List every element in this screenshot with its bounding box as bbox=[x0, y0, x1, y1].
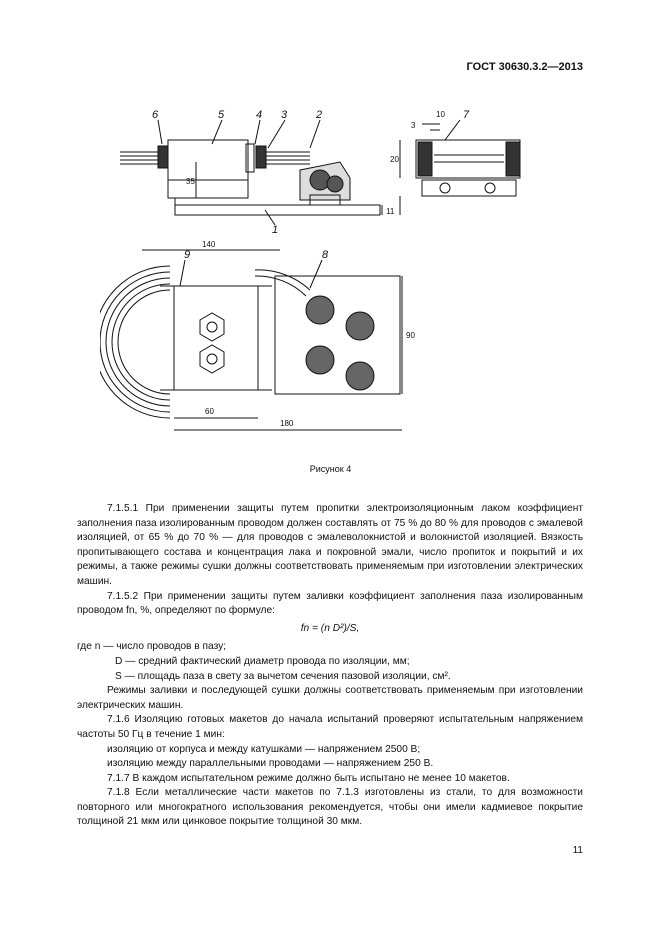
definition-s: S — площадь паза в свету за вычетом сечения пазовой изоляции, см². bbox=[115, 670, 451, 682]
page-number: 11 bbox=[572, 845, 583, 856]
paragraph-7-1-6-a: изоляцию от корпуса и между катушками — напряжением 2500 В; bbox=[107, 743, 421, 755]
dim-140: 140 bbox=[202, 240, 216, 249]
body-text bbox=[77, 502, 583, 830]
callout-6: 6 bbox=[152, 109, 159, 121]
standard-header: ГОСТ 30630.3.2—2013 bbox=[466, 61, 583, 73]
side-view bbox=[400, 120, 520, 215]
plan-view bbox=[100, 250, 402, 430]
callout-8: 8 bbox=[322, 249, 329, 261]
callout-4: 4 bbox=[256, 109, 263, 121]
dim-20: 20 bbox=[390, 155, 399, 164]
definition-n: где n — число проводов в пазу; bbox=[77, 641, 227, 653]
dim-10: 10 bbox=[436, 110, 445, 119]
paragraph-7-1-6-b: изоляцию между параллельными проводами — напряжением 250 В. bbox=[107, 758, 434, 770]
callout-2: 2 bbox=[316, 109, 323, 121]
paragraph-7-1-6: 7.1.6 Изоляцию готовых макетов до начала испытаний проверяют испытательным напряжением частоты 50 Гц в течение 1 мин: bbox=[77, 714, 583, 740]
paragraph-7-1-5-2: 7.1.5.2 При применении защиты путем заливки коэффициент заполнения паза изолированным проводом fn, %, определяют по формуле: bbox=[77, 590, 583, 617]
dim-180: 180 bbox=[280, 419, 294, 428]
front-view bbox=[120, 120, 382, 225]
dim-3: 3 bbox=[411, 121, 416, 130]
technical-drawing bbox=[100, 100, 570, 445]
callout-7: 7 bbox=[463, 109, 470, 121]
dim-11: 11 bbox=[386, 207, 395, 216]
dim-35: 35 bbox=[186, 177, 195, 186]
figure-caption: Рисунок 4 bbox=[309, 464, 352, 474]
dim-90: 90 bbox=[406, 331, 415, 340]
callout-5: 5 bbox=[218, 109, 225, 121]
paragraph-7-1-5-1: 7.1.5.1 При применении защиты путем пропитки электроизоляционным лаком коэффициент заполнения паза изолированным проводом должен составлять от 75 % до 80 % для проводов с эмалевой изоляцией, от 65 % до 70 % — для проводов с эмалеволокнистой и волокнистой изоляцией. Вязкость пропитывающего состава и концентрация лака и покровной эмали, число пропиток и покрытий и их режимы, а также режимы сушки должны соответствовать применяемым при изготовлении электрических машин. bbox=[77, 503, 583, 587]
paragraph-7-1-8: 7.1.8 Если металлические части макетов по 7.1.3 изготовлены из стали, то для возможности повторного или многократного использования рекомендуется, чтобы они имели кадмиевое покрытие толщиной 21 мкм или цинковое покрытие толщиной 30 мкм. bbox=[77, 787, 583, 828]
callout-9: 9 bbox=[184, 249, 191, 261]
paragraph-7-1-7: 7.1.7 В каждом испытательном режиме должно быть испытано не менее 10 макетов. bbox=[107, 772, 510, 784]
dim-60: 60 bbox=[205, 407, 214, 416]
callout-1: 1 bbox=[272, 224, 279, 236]
paragraph-filling-modes: Режимы заливки и последующей сушки должны соответствовать применяемым при изготовлении электрических машин. bbox=[77, 685, 583, 711]
definition-d: D — средний фактический диаметр провода по изоляции, мм; bbox=[115, 655, 410, 667]
callout-3: 3 bbox=[281, 109, 288, 121]
formula: fn = (n D²)/S, bbox=[300, 622, 360, 634]
